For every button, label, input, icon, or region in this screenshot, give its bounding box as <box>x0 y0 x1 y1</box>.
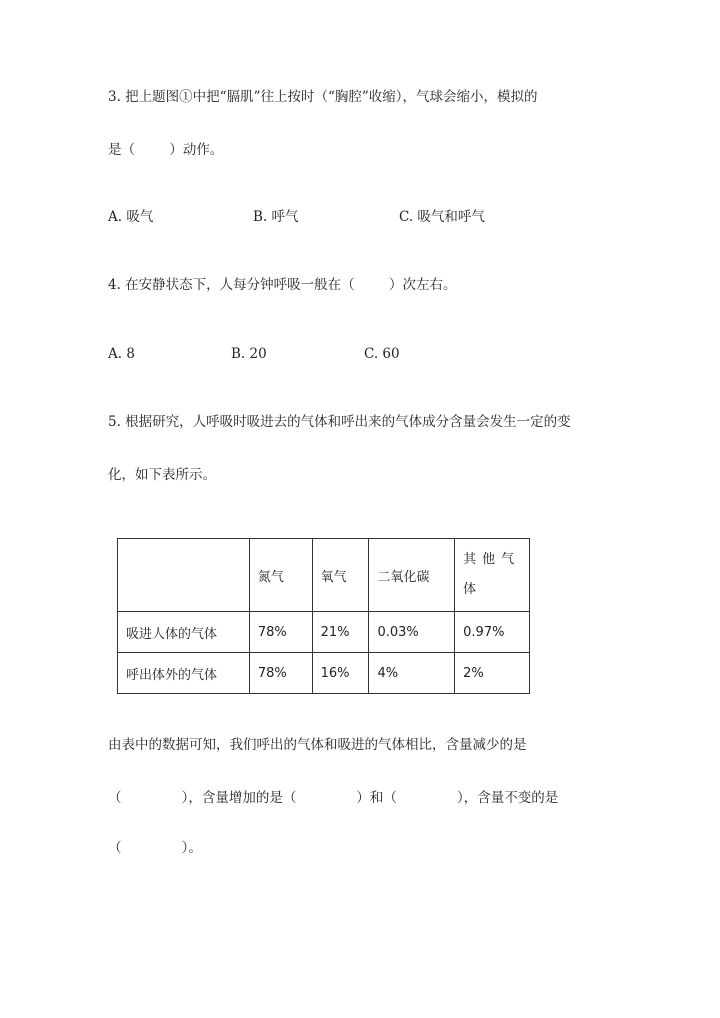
q4-option-a: A. 8 <box>108 346 135 362</box>
q4-option-b: B. 20 <box>231 346 267 362</box>
q5-stem-line-2: 化，如下表所示。 <box>108 467 216 483</box>
table-cell: 16% <box>312 653 369 694</box>
table-cell: 0.97% <box>455 612 530 653</box>
table-header-cell <box>118 539 250 612</box>
table-cell: 4% <box>369 653 455 694</box>
table-cell: 21% <box>312 612 369 653</box>
q4-option-c: C. 60 <box>364 346 400 362</box>
q3-stem-line-1: 3. 把上题图①中把“膈肌”往上按时（“胸腔”收缩），气球会缩小，模拟的 <box>108 89 538 105</box>
q3-option-a: A. 吸气 <box>108 209 154 225</box>
q4-stem-line-1: 4. 在安静状态下，人每分钟呼吸一般在（ ）次左右。 <box>108 277 457 293</box>
q3-option-b: B. 呼气 <box>253 209 299 225</box>
table-row <box>118 612 530 653</box>
table-header-cell: 氮气 <box>249 539 312 612</box>
table-cell: 2% <box>455 653 530 694</box>
table-cell: 吸进人体的气体 <box>118 612 250 653</box>
table-cell: 78% <box>249 653 312 694</box>
table-header-cell: 其他气体 <box>463 552 521 597</box>
table-header-cell: 氧气 <box>312 539 369 612</box>
q5-stem-line-1: 5. 根据研究，人呼吸时吸进去的气体和呼出来的气体成分含量会发生一定的变 <box>108 414 571 430</box>
q5-conclusion-line-1: 由表中的数据可知，我们呼出的气体和吸进的气体相比，含量减少的是 <box>108 737 527 753</box>
table-header-cell: 二氧化碳 <box>369 539 455 612</box>
q3-option-c: C. 吸气和呼气 <box>399 209 485 225</box>
gas-composition-table <box>117 538 530 694</box>
table-cell: 0.03% <box>369 612 455 653</box>
q5-conclusion-line-3: （ ）。 <box>108 840 202 856</box>
table-header-row <box>118 539 530 612</box>
table-cell: 呼出体外的气体 <box>118 653 250 694</box>
table-cell: 78% <box>249 612 312 653</box>
q5-conclusion-line-2: （ ），含量增加的是（ ）和（ ），含量不变的是 <box>108 790 559 806</box>
table-row <box>118 653 530 694</box>
q3-stem-line-2: 是（ ）动作。 <box>108 142 224 158</box>
